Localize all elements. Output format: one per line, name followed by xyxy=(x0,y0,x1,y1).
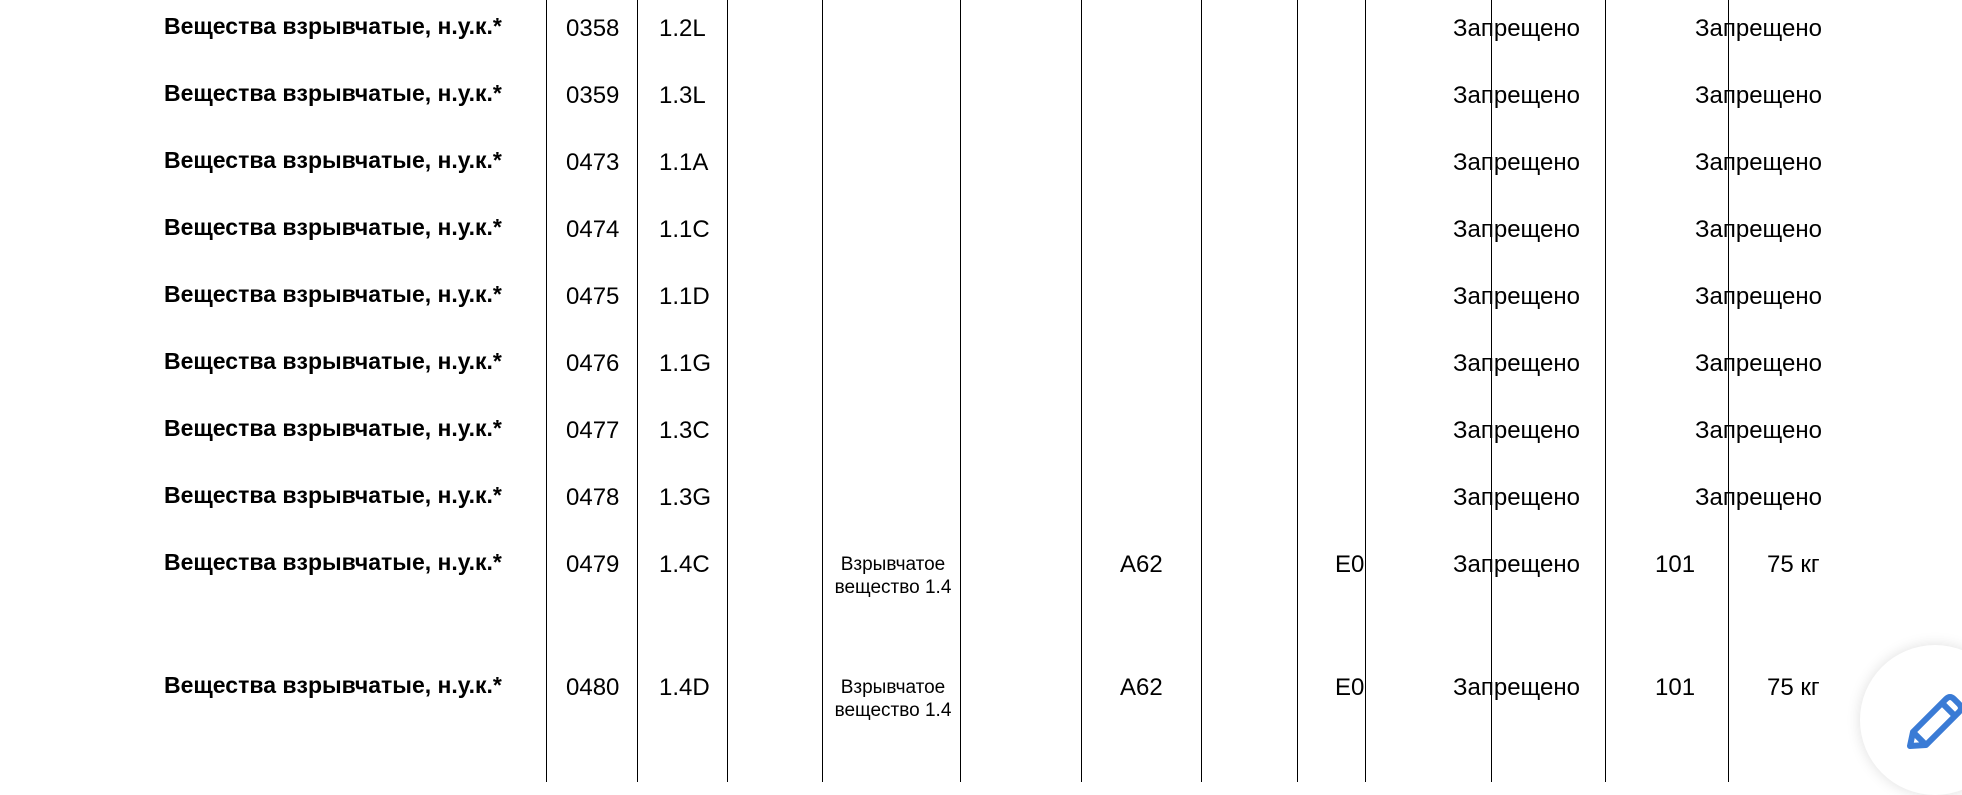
substance-name: Вещества взрывчатые, н.у.к.* xyxy=(164,348,502,374)
excepted-quantity-code: E0 xyxy=(1335,674,1365,701)
special-provision: A62 xyxy=(1120,674,1163,701)
column-divider xyxy=(1605,0,1606,782)
cargo-status: Запрещено xyxy=(1695,15,1822,42)
cargo-status: Запрещено xyxy=(1695,82,1822,109)
pencil-icon xyxy=(1900,688,1962,758)
substance-name: Вещества взрывчатые, н.у.к.* xyxy=(164,672,502,698)
hazard-class: 1.4D xyxy=(659,674,710,701)
passenger-status: Запрещено xyxy=(1453,484,1580,511)
column-divider xyxy=(1201,0,1202,782)
excepted-quantity-code: E0 xyxy=(1335,551,1365,578)
column-divider xyxy=(637,0,638,782)
substance-name: Вещества взрывчатые, н.у.к.* xyxy=(164,549,502,575)
substance-name: Вещества взрывчатые, н.у.к.* xyxy=(164,281,502,307)
hazard-class: 1.3L xyxy=(659,82,706,109)
hazard-class: 1.3G xyxy=(659,484,712,511)
passenger-status: Запрещено xyxy=(1453,216,1580,243)
substance-name: Вещества взрывчатые, н.у.к.* xyxy=(164,13,502,39)
cargo-status: Запрещено xyxy=(1695,350,1822,377)
substance-name: Вещества взрывчатые, н.у.к.* xyxy=(164,214,502,240)
hazard-class: 1.4C xyxy=(659,551,710,578)
packing-instruction: 101 xyxy=(1655,674,1696,701)
column-divider xyxy=(822,0,823,782)
passenger-status: Запрещено xyxy=(1453,350,1580,377)
passenger-status: Запрещено xyxy=(1453,283,1580,310)
column-divider xyxy=(1297,0,1298,782)
packing-instruction: 101 xyxy=(1655,551,1696,578)
cargo-status: Запрещено xyxy=(1695,216,1822,243)
un-number: 0477 xyxy=(566,417,620,444)
hazard-class: 1.1D xyxy=(659,283,710,310)
substance-name: Вещества взрывчатые, н.у.к.* xyxy=(164,147,502,173)
hazard-class: 1.1A xyxy=(659,149,709,176)
substance-name: Вещества взрывчатые, н.у.к.* xyxy=(164,415,502,441)
column-divider xyxy=(1491,0,1492,782)
cargo-status: Запрещено xyxy=(1695,417,1822,444)
cargo-status: 75 кг xyxy=(1767,551,1820,578)
cargo-status: Запрещено xyxy=(1695,283,1822,310)
un-number: 0474 xyxy=(566,216,620,243)
passenger-status: Запрещено xyxy=(1453,82,1580,109)
column-divider xyxy=(1365,0,1366,782)
special-provision: A62 xyxy=(1120,551,1163,578)
passenger-status: Запрещено xyxy=(1453,149,1580,176)
hazard-class: 1.2L xyxy=(659,15,706,42)
hazard-class: 1.1G xyxy=(659,350,712,377)
substance-name: Вещества взрывчатые, н.у.к.* xyxy=(164,80,502,106)
substance-name: Вещества взрывчатые, н.у.к.* xyxy=(164,482,502,508)
cargo-status: Запрещено xyxy=(1695,484,1822,511)
column-divider xyxy=(1081,0,1082,782)
cargo-status: 75 кг xyxy=(1767,674,1820,701)
cargo-status: Запрещено xyxy=(1695,149,1822,176)
un-number: 0358 xyxy=(566,15,620,42)
passenger-status: Запрещено xyxy=(1453,417,1580,444)
passenger-status: Запрещено xyxy=(1453,674,1580,701)
column-divider xyxy=(546,0,547,782)
un-number: 0480 xyxy=(566,674,620,701)
un-number: 0475 xyxy=(566,283,620,310)
column-divider xyxy=(727,0,728,782)
hazard-class: 1.1C xyxy=(659,216,710,243)
un-number: 0473 xyxy=(566,149,620,176)
un-number: 0476 xyxy=(566,350,620,377)
hazard-class: 1.3C xyxy=(659,417,710,444)
hazard-label: Взрывчатое вещество 1.4 xyxy=(834,677,952,721)
un-number: 0359 xyxy=(566,82,620,109)
passenger-status: Запрещено xyxy=(1453,15,1580,42)
column-divider xyxy=(1728,0,1729,782)
passenger-status: Запрещено xyxy=(1453,551,1580,578)
un-number: 0479 xyxy=(566,551,620,578)
hazard-label: Взрывчатое вещество 1.4 xyxy=(834,554,952,598)
un-number: 0478 xyxy=(566,484,620,511)
column-divider xyxy=(960,0,961,782)
